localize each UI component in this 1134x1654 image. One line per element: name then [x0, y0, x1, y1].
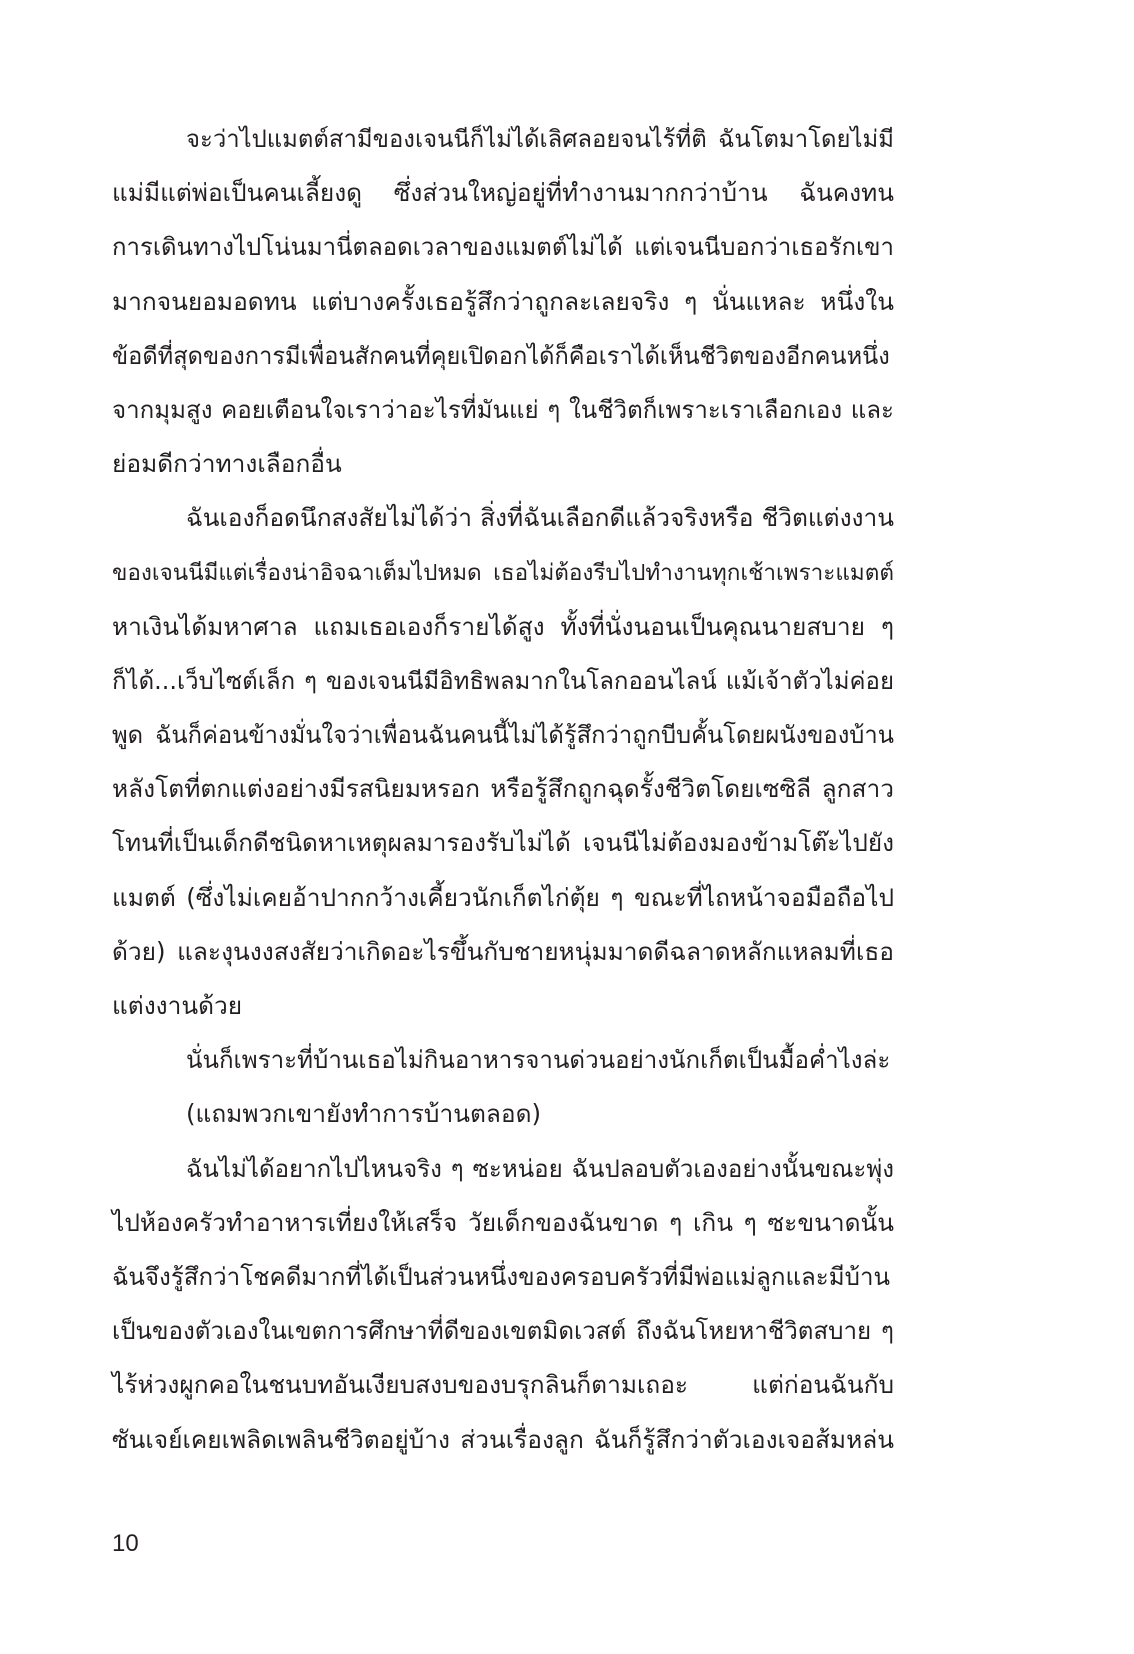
text-line: แต่งงานด้วย: [112, 991, 243, 1020]
text-line: หลังโตที่ตกแต่งอย่างมีรสนิยมหรอก หรือรู้สึกถูกฉุดรั้งชีวิตโดยเซซิลี ลูกสาว: [112, 774, 894, 804]
text-line: ฉันจึงรู้สึกว่าโชคดีมากที่ได้เป็นส่วนหนึ่งของครอบครัวที่มีพ่อแม่ลูกและมีบ้าน: [112, 1262, 890, 1291]
text-line: จากมุมสูง คอยเตือนใจเราว่าอะไรที่มันแย่ ๆ ในชีวิตก็เพราะเราเลือกเอง และ: [112, 395, 894, 424]
text-line: โทนที่เป็นเด็กดีชนิดหาเหตุผลมารองรับไม่ได้ เจนนีไม่ต้องมองข้ามโต๊ะไปยัง: [112, 828, 894, 858]
text-line: (แถมพวกเขายังทำการบ้านตลอด): [186, 1099, 542, 1129]
text-line: แม่มีแต่พ่อเป็นคนเลี้ยงดู ซึ่งส่วนใหญ่อยู่ที่ทำงานมากกว่าบ้าน ฉันคงทน: [112, 178, 894, 208]
text-line: ไร้ห่วงผูกคอในชนบทอันเงียบสงบของบรุกลินก็ตามเถอะ แต่ก่อนฉันกับ: [112, 1370, 894, 1400]
text-line: เป็นของตัวเองในเขตการศึกษาที่ดีของเขตมิดเวสต์ ถึงฉันโหยหาชีวิตสบาย ๆ: [112, 1317, 894, 1346]
text-line: ฉันเองก็อดนึกสงสัยไม่ได้ว่า สิ่งที่ฉันเลือกดีแล้วจริงหรือ ชีวิตแต่งงาน: [186, 503, 894, 533]
text-line: จะว่าไปแมตต์สามีของเจนนีก็ไม่ได้เลิศลอยจนไร้ที่ติ ฉันโตมาโดยไม่มี: [186, 125, 894, 153]
text-line: ก็ได้...เว็บไซต์เล็ก ๆ ของเจนนีมีอิทธิพลมากในโลกออนไลน์ แม้เจ้าตัวไม่ค่อย: [112, 666, 894, 695]
text-line: ไปห้องครัวทำอาหารเที่ยงให้เสร็จ วัยเด็กของฉันขาด ๆ เกิน ๆ ซะขนาดนั้น: [112, 1207, 894, 1237]
text-line: นั่นก็เพราะที่บ้านเธอไม่กินอาหารจานด่วนอย่างนักเก็ตเป็นมื้อค่ำไงล่ะ: [186, 1046, 891, 1075]
text-line: ย่อมดีกว่าทางเลือกอื่น: [112, 449, 342, 479]
text-line: หาเงินได้มหาศาล แถมเธอเองก็รายได้สูง ทั้งที่นั่งนอนเป็นคุณนายสบาย ๆ: [112, 611, 894, 641]
page-number: 10: [112, 1530, 139, 1557]
text-line: การเดินทางไปโน่นมานี่ตลอดเวลาของแมตต์ไม่ได้ แต่เจนนีบอกว่าเธอรักเขา: [112, 233, 894, 262]
page-body-text: [112, 112, 894, 1467]
text-line: ด้วย) และงุนงงสงสัยว่าเกิดอะไรขึ้นกับชายหนุ่มมาดดีฉลาดหลักแหลมที่เธอ: [112, 936, 894, 966]
text-line: พูด ฉันก็ค่อนข้างมั่นใจว่าเพื่อนฉันคนนี้ไม่ได้รู้สึกว่าถูกบีบคั้นโดยผนังของบ้าน: [112, 721, 894, 750]
text-line: มากจนยอมอดทน แต่บางครั้งเธอรู้สึกว่าถูกละเลยจริง ๆ นั่นแหละ หนึ่งใน: [112, 286, 894, 316]
text-line: แมตต์ (ซึ่งไม่เคยอ้าปากกว้างเคี้ยวนักเก็ตไก่ตุ้ย ๆ ขณะที่ไถหน้าจอมือถือไป: [112, 882, 894, 912]
text-line: ซันเจย์เคยเพลิดเพลินชีวิตอยู่บ้าง ส่วนเรื่องลูก ฉันก็รู้สึกว่าตัวเองเจอส้มหล่น: [112, 1424, 894, 1454]
text-line: ข้อดีที่สุดของการมีเพื่อนสักคนที่คุยเปิดอกได้ก็คือเราได้เห็นชีวิตของอีกคนหนึ่ง: [112, 341, 890, 370]
text-line: ฉันไม่ได้อยากไปไหนจริง ๆ ซะหน่อย ฉันปลอบตัวเองอย่างนั้นขณะพุ่ง: [186, 1154, 894, 1183]
text-line: ของเจนนีมีแต่เรื่องน่าอิจฉาเต็มไปหมด เธอไม่ต้องรีบไปทำงานทุกเช้าเพราะแมตต์: [112, 559, 894, 586]
